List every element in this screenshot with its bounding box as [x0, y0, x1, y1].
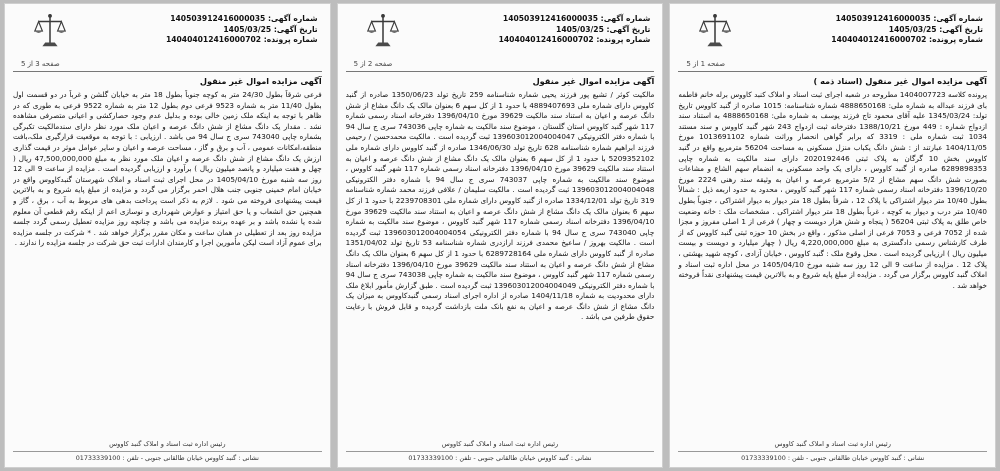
notice-date: تاریخ آگهی: 1405/03/25 — [556, 24, 651, 34]
sheet-number: صفحه 2 از 5 — [353, 60, 393, 68]
page-header — [678, 10, 987, 74]
file-number: شماره پرونده: 140404012416000702 — [165, 35, 318, 44]
notice-meta — [833, 14, 983, 46]
notice-title: آگهی مزایده اموال غیر منقول — [199, 76, 322, 86]
notice-meta — [165, 14, 318, 46]
document-page-1 — [669, 3, 996, 468]
notice-body — [346, 90, 655, 438]
header-divider — [13, 71, 322, 72]
sheet-number: صفحه 3 از 5 — [20, 60, 60, 68]
judiciary-scales-emblem-icon — [364, 12, 402, 52]
file-number: شماره پرونده: 140404012416000702 — [498, 35, 651, 44]
judiciary-scales-emblem-icon — [31, 12, 69, 52]
page-header — [13, 10, 322, 74]
signer-line: رئیس اداره ثبت اسناد و املاک گنبد کاووس — [441, 440, 559, 448]
page-header — [346, 10, 655, 74]
notice-number: شماره آگهی: 140503912416000035 — [170, 14, 318, 23]
notice-body — [678, 90, 987, 438]
notice-meta — [500, 14, 650, 46]
signer-line: رئیس اداره ثبت اسناد و املاک گنبد کاووس — [109, 440, 226, 448]
notice-body — [13, 90, 322, 438]
notice-number: شماره آگهی: 140503912416000035 — [502, 14, 651, 23]
document-page-2 — [337, 3, 664, 468]
notice-paragraph: مالکیت کوثر / تشیع پور فرزند یحیی شماره شناسنامه 259 تاریخ تولد 1350/06/23 صادره از گنبد کاووس دارای شماره ملی 4889407693 با حدود 1 از کل سهم 6 بعنوان مالک یک دانگ مشاع از شش دانگ عرصه و اعیان به استناد سند مالکیت 39629 مورخ 1396/04/10 دفترخانه اسناد رسمی شماره 117 شهر گنبد کاووس استان گلستان ، موضوع سند مالکیت به شماره چاپی 743036 سری ج سال 94 با شماره دفتر الکترونیکی 139603012004004047 ثبت گردیده است . مالکیت محمدحسن / رحیمی فرزند ابراهیم شماره شناسنامه 628 تاریخ تولد 1346/06/30 صادره از گنبد کاووس دارای شماره ملی 5209352102 با حدود 1 از کل سهم 6 بعنوان مالک یک دانگ مشاع از شش دانگ عرصه و اعیان به استناد سند مالکیت 39629 مورخ 1396/04/10 دفترخانه اسناد رسمی شماره 117 شهر گنبد کاووس ، موضوع سند مالکیت به شماره چاپی 743037 سری ج سال 94 با شماره دفتر الکترونیکی 139603012004004048 ثبت گردیده است . مالکیت سلیمان / علافی فرزند محمد شماره شناسنامه 319 تاریخ تولد 1334/12/01 صادره از گنبد کاووس دارای شماره ملی 2239708301 با حدود 1 از کل سهم 6 بعنوان مالک یک دانگ مشاع از شش دانگ عرصه و اعیان به استناد سند مالکیت 39629 مورخ 1396/04/10 دفترخانه اسناد رسمی شماره 117 شهر گنبد کاووس ، موضوع سند مالکیت به شماره چاپی 743040 سری ج سال 94 با شماره دفتر الکترونیکی 139603012004004054 ثبت گردیده است . مالکیت بهروز / ساعیخ محمدی فرزند ارازدری شماره شناسنامه 53 تاریخ تولد 1351/04/02 صادره از گنبد کاووس دارای شماره ملی 6289728164 با حدود 1 از کل سهم 6 بعنوان مالک یک دانگ مشاع از شش دانگ عرصه و اعیان به استناد سند مالکیت 39629 مورخ 1396/04/10 دفترخانه اسناد رسمی شماره 117 شهر گنبد کاووس ، موضوع سند مالکیت به شماره چاپی 743038 سری ج سال 94 با شماره دفتر الکترونیکی 139603012004004049 ثبت گردیده است . طبق گزارش مأمور ابلاغ ملک دارای محدودیت به شماره 1404/11/18 صادره از اداره اجرای اسناد رسمی گنبدکاووس به میزان یک دانگ مشاع از شش دانگ عرصه و اعیان به نفع بانک ملت بازداشت گردیده و قابل فروش با رعایت حقوق طرفین می باشد . — [345, 90, 655, 322]
document-page-3 — [4, 3, 331, 468]
page-footer: نشانی : گنبد کاووس خیابان طالقانی جنوبی - تلفن : 01733339100 — [678, 451, 987, 463]
notice-title: آگهی مزایده اموال غیر منقول — [532, 76, 655, 86]
notice-paragraph: پرونده کلاسه 1404007723 مطروحه در شعبه اجرای ثبت اسناد و املاک کنبد کاووس برله خانم فاطمه بای فرزند عبداله به شماره ملی: 4888650168 شماره شناسنامه: 1015 صادره از گنبد کاووس تاریخ تولد: 1345/03/24 علیه آقای محمود تاج فرزند یوسف به شماره ملی: 4888650168 به استناد سند ازدواج شماره : 449 مورخ 1388/10/21 دفترخانه ثبت ازدواج 243 شهر گنبد کاووس و سند مستند 1034 ثبت شماره ملی : 3319 که برابر گواهی انحصار وراثت شماره 1013691102 مورخ 1404/11/05 عبارتند از : شش دانگ یکباب منزل مسکونی به مساحت 56204 مترمربع واقع در گنبد کاووس بخش 10 گرگان به پلاک ثبتی 2020192446 دارای سند مالکیت به شماره چاپی 6289898353 صادره از گنبد کاووس ، دارای یک واحد مسکونی به انضمام سهم الشاع و مشاعات بصورت شش دانگ سهم مشاع از 5/2 مترمربع عرصه و اعیان به وثیقه سند رهنی 2224 مورخ 1396/10/20 دفترخانه اسناد رسمی شماره 117 شهر گنبد کاووس ، محدود به حدود اربعه ذیل : شمالاً بطول 10/40 متر دیوار اشتراکی با پلاک 12 ، شرقاً بطول 18 متر دیوار به دیوار اشتراکی ، جنوباً بطول 10/40 متر درب و دیوار به کوچه ، غرباً بطول 18 متر دیوار اشتراکی . مشخصات ملک : خانه وضعیت خاص طلق به پلاک ثبتی 56204 ( پنجاه و شش هزار دویست و چهار ) فرعی از 1 اصلی مفروز و مجزا شده از 7052 فرعی و 7053 فرعی از اصلی مذکور ، واقع در بخش 10 حوزه ثبتی گنبد کاووس که از طرف کارشناس رسمی دادگستری به مبلغ 4,220,000,000 ریال ( چهار میلیارد و دویست و بیست میلیون ریال ) ارزیابی گردیده است . محل وقوع ملک : گنبد کاووس ، خیابان آزادی ، کوچه شهید بهشتی ، پلاک 12 . مزایده از ساعت 9 الی 12 روز سه شنبه مورخ 1405/04/10 در محل اداره ثبت اسناد و املاک گنبد کاووس برگزار می گردد . مزایده از مبلغ پایه شروع و به بالاترین قیمت پیشنهادی نقداً فروخته خواهد شد . — [678, 90, 987, 290]
notice-date: تاریخ آگهی: 1405/03/25 — [223, 24, 318, 34]
header-divider — [678, 71, 987, 72]
page-footer: نشانی : گنبد کاووس خیابان طالقانی جنوبی - تلفن : 01733339100 — [346, 451, 655, 463]
sheet-number: صفحه 1 از 5 — [686, 60, 726, 68]
judiciary-scales-emblem-icon — [696, 12, 734, 52]
header-divider — [346, 71, 655, 72]
file-number: شماره پرونده: 140404012416000702 — [831, 35, 983, 44]
notice-paragraph: فرعی شرقاً بطول 24/30 متر به کوچه جنوباً بطول 18 متر به خیابان گلشن و غرباً در دو قسمت اول بطول 11/40 متر به شماره 9523 فرعی دوم بطول 12 متر به شماره 9522 فرعی به طوری که در ظاهر با توجه به اینکه ملک زمین خالی بوده و بدلیل عدم وجود حصارکشی و اعیانی متصرفی مشاهده نشد . مقدار یک دانگ مشاع از شش دانگ عرصه و اعیان ملک مورد نظر دارای سندمالکیت تکبرگی بشماره چاپی 743040 سری ج سال 94 می باشد . ارزیابی : با توجه به موقعیت قرارگیری ملک،بافت منطقه،امکانات عمومی ، آب و برق و گاز ، مساحت عرصه و اعیان و سایر عوامل موثر در قیمت گذاری ارزش یک دانگ مشاع از شش دانگ عرصه و اعیان ملک مورد نظر به مبلغ 47,500,000,000 ریال ( چهل و هفت میلیارد و پانصد میلیون ریال ) برآورد و ارزیابی گردیده است . مزایده از ساعت 9 الی 12 روز سه شنبه مورخ 1405/04/10 در محل اجرای ثبت اسناد و املاک شهرستان گنبدکاووس واقع در خیابان امام خمینی جنوبی جنب هلال احمر برگزار می گردد و مزایده از مبلغ پایه شروع و به بالاترین قیمت پیشنهادی فروخته می شود . لازم به ذکر است پرداخت بدهی های مربوط به آب ، برق ، گاز و همچنین حق انشعاب و یا حق امتیاز و عوارض شهرداری و نوسازی اعم از اینکه رقم قطعی آن معلوم شده یا نشده باشد و بر عهده برنده مزایده می باشد و چنانچه روز مزایده تعطیل رسمی گردد جلسه مزایده روز بعد از تعطیلی در همان ساعت و مکان مقرر برگزار خواهد شد . * شرکت در جلسه مزایده برای عموم آزاد است لیکن مأمورین اجرا و کارمندان ادارات ثبت حق شرکت در جلسه مزایده را ندارند . — [12, 90, 322, 248]
signer-line: رئیس اداره ثبت اسناد و املاک گنبد کاووس — [774, 440, 891, 448]
page-footer: نشانی : گنبد کاووس خیابان طالقانی جنوبی - تلفن : 01733339100 — [13, 451, 322, 463]
notice-title: آگهی مزایده اموال غیر منقول (اسناد ذمه ) — [813, 76, 987, 86]
notice-date: تاریخ آگهی: 1405/03/25 — [888, 24, 983, 34]
notice-number: شماره آگهی: 140503912416000035 — [835, 14, 983, 23]
